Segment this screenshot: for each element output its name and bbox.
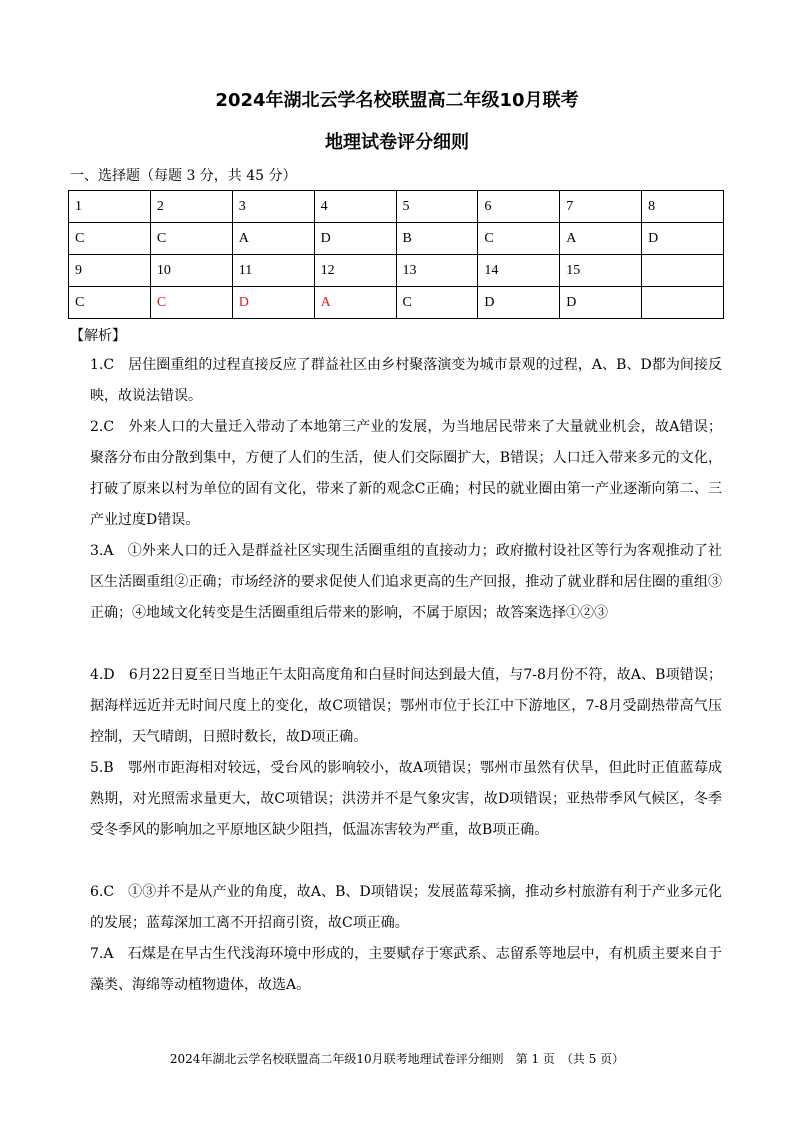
table-row [69,255,724,287]
analysis-item-3 [90,536,722,629]
table-cell: C [69,223,151,255]
page-title: 2024年湖北云学名校联盟高二年级10月联考 [215,90,579,111]
table-cell: C [150,223,232,255]
analysis-text: 7.A 石煤是在早古生代浅海环境中形成的，主要赋存于寒武系、志留系等地层中，有机质主要来自于藻类、海绵等动植物遗体，故选A。 [90,946,722,993]
table-cell: 2 [150,191,232,223]
table-cell: B [396,223,478,255]
analysis-item-2 [90,412,722,536]
table-cell: 12 [314,255,396,287]
table-cell: 1 [69,191,151,223]
analysis-item-7 [90,939,722,1001]
table-cell: D [642,223,724,255]
analysis-text: 4.D 6月22日夏至日当地正午太阳高度角和白昼时间达到最大值，与7-8月份不符，故A、B项错误；据海样远近并无时间尺度上的变化，故C项错误；鄂州市位于长江中下游地区，7-8月受副热带高气压控制，天气晴朗，日照时数长，故D项正确。 [90,667,722,745]
analysis-item-4 [90,660,722,753]
table-cell: C [69,287,151,319]
table-cell: 5 [396,191,478,223]
table-cell: C [396,287,478,319]
table-cell: 3 [232,191,314,223]
table-cell [642,255,724,287]
table-cell: 11 [232,255,314,287]
analysis-label: 【解析】 [70,328,126,344]
table-cell: 9 [69,255,151,287]
analysis-text: 6.C ①③并不是从产业的角度，故A、B、D项错误；发展蓝莓采摘，推动乡村旅游有利于产业多元化的发展；蓝莓深加工离不开招商引资，故C项正确。 [90,884,722,931]
table-cell: 4 [314,191,396,223]
table-cell: A [232,223,314,255]
analysis-item-5 [90,753,722,846]
analysis-item-6 [90,877,722,939]
table-cell: 7 [560,191,642,223]
table-row [69,223,724,255]
table-cell: A [560,223,642,255]
table-cell: 8 [642,191,724,223]
section-heading: 一、选择题（每题 3 分，共 45 分） [70,168,297,184]
table-cell: D [232,287,314,319]
table-cell: 6 [478,191,560,223]
table-cell: C [478,223,560,255]
analysis-text: 3.A ①外来人口的迁入是群益社区实现生活圈重组的直接动力；政府撤村设社区等行为客观推动了社区生活圈重组②正确；市场经济的要求促使人们追求更高的生产回报，推动了就业群和居住圈的重组③正确；④地域文化转变是生活圈重组后带来的影响，不属于原因；故答案选择①②③ [90,543,722,621]
analysis-text: 5.B 鄂州市距海相对较远，受台风的影响较小，故A项错误；鄂州市虽然有伏旱，但此时正值蓝莓成熟期，对光照需求量更大，故C项错误；洪涝并不是气象灾害，故D项错误；亚热带季风气候区，冬季受冬季风的影响加之平原地区缺少阻挡，低温冻害较为严重，故B项正确。 [90,760,722,838]
table-cell: 15 [560,255,642,287]
table-cell: 14 [478,255,560,287]
analysis-item-1 [90,350,722,412]
table-cell: C [150,287,232,319]
table-cell: D [560,287,642,319]
analysis-text: 2.C 外来人口的大量迁入带动了本地第三产业的发展，为当地居民带来了大量就业机会，故A错误；聚落分布由分散到集中，方便了人们的生活，使人们交际圈扩大，B错误；人口迁入带来多元的文化，打破了原来以村为单位的固有文化，带来了新的观念C正确；村民的就业圈由第一产业逐渐向第二、三产业过度D错误。 [90,419,722,528]
table-cell: 10 [150,255,232,287]
table-cell: D [314,223,396,255]
page-subtitle: 地理试卷评分细则 [325,132,469,153]
table-row [69,287,724,319]
table-row [69,191,724,223]
table-cell: 13 [396,255,478,287]
page-footer: 2024年湖北云学名校联盟高二年级10月联考地理试卷评分细则 第 1 页 （共 5 页） [169,1052,625,1066]
answer-table [68,190,724,319]
table-cell: D [478,287,560,319]
table-cell [642,287,724,319]
analysis-text: 1.C 居住圈重组的过程直接反应了群益社区由乡村聚落演变为城市景观的过程，A、B、D都为间接反映，故说法错误。 [90,357,722,404]
table-cell: A [314,287,396,319]
